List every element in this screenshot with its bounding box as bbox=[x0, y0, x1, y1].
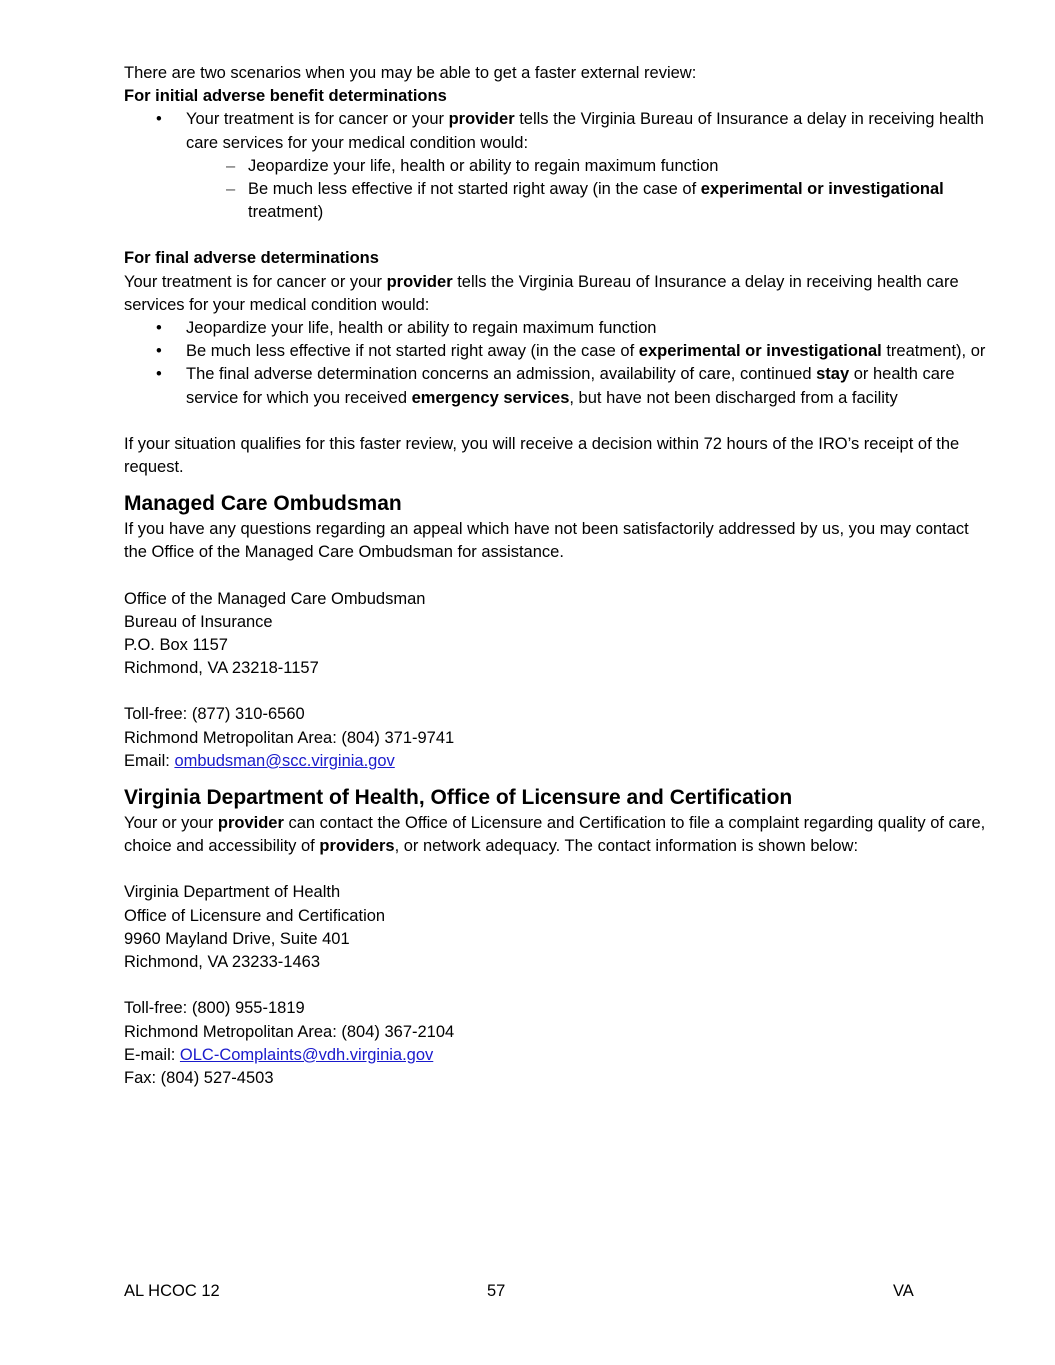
final-bullet-list bbox=[124, 317, 992, 410]
text-run: The final adverse determination concerns an admission, availability of care, continued bbox=[186, 365, 817, 384]
defined-term: emergency services bbox=[411, 388, 570, 407]
spacer bbox=[124, 410, 992, 433]
defined-term: stay bbox=[816, 365, 850, 384]
spacer bbox=[124, 224, 992, 247]
list-item bbox=[186, 178, 992, 224]
text-run: , or network adequacy. The contact information is shown below: bbox=[394, 837, 859, 856]
text-run: or health care service for which you received bbox=[186, 365, 955, 407]
vdh-fax: Fax: (804) 527-4503 bbox=[124, 1068, 274, 1087]
spacer bbox=[124, 858, 992, 881]
footer-state: VA bbox=[893, 1282, 914, 1300]
vdh-metro-phone: Richmond Metropolitan Area: (804) 367-2104 bbox=[124, 1022, 455, 1041]
spacer bbox=[124, 680, 992, 703]
spacer bbox=[124, 565, 992, 588]
text-run: tells the Virginia Bureau of Insurance a delay in receiving health care services for your medical condition would: bbox=[186, 110, 984, 152]
final-determinations-paragraph bbox=[124, 271, 992, 317]
email-label: E-mail: bbox=[124, 1045, 180, 1064]
ombudsman-email-link[interactable]: ombudsman@scc.virginia.gov bbox=[174, 751, 395, 770]
document-body bbox=[124, 62, 992, 1090]
footer-page-number: 57 bbox=[487, 1282, 506, 1300]
list-item bbox=[124, 108, 992, 224]
final-determinations-heading: For final adverse determinations bbox=[124, 249, 379, 268]
scenarios-intro: There are two scenarios when you may be able to get a faster external review: bbox=[124, 64, 697, 82]
text-run: Your treatment is for cancer or your bbox=[186, 110, 449, 129]
address-line: Bureau of Insurance bbox=[124, 612, 273, 631]
text-run: tells the Virginia Bureau of Insurance a delay in receiving health care services for your medical condition would: bbox=[124, 272, 959, 314]
text-run: Your or your bbox=[124, 814, 218, 833]
defined-term: experimental or investigational bbox=[638, 342, 882, 361]
defined-term: provider bbox=[217, 814, 284, 833]
list-item bbox=[124, 340, 992, 363]
address-line: Office of Licensure and Certification bbox=[124, 906, 386, 925]
vdh-email-link[interactable]: OLC-Complaints@vdh.virginia.gov bbox=[179, 1045, 434, 1064]
defined-term: providers bbox=[319, 837, 395, 856]
ombudsman-metro-phone: Richmond Metropolitan Area: (804) 371-9741 bbox=[124, 728, 455, 747]
ombudsman-email-line bbox=[124, 750, 992, 773]
address-line: Richmond, VA 23233-1463 bbox=[124, 953, 320, 972]
email-label: Email: bbox=[124, 751, 175, 770]
list-item: • Jeopardize your life, health or ability to regain maximum function bbox=[124, 317, 992, 340]
ombudsman-address bbox=[124, 588, 992, 681]
address-line: Virginia Department of Health bbox=[124, 883, 341, 902]
vdh-email-line bbox=[124, 1044, 992, 1067]
text-run: Be much less effective if not started right away (in the case of bbox=[186, 342, 639, 361]
vdh-address bbox=[124, 881, 992, 974]
ombudsman-intro: If you have any questions regarding an appeal which have not been satisfactorily addressed by us, you may contact the Office of the Managed Care Ombudsman for assistance. bbox=[124, 520, 969, 562]
address-line: Richmond, VA 23218-1157 bbox=[124, 659, 319, 678]
vdh-tollfree: Toll-free: (800) 955-1819 bbox=[124, 999, 305, 1018]
text-run: , but have not been discharged from a facility bbox=[569, 388, 898, 407]
spacer bbox=[124, 974, 992, 997]
ombudsman-heading: Managed Care Ombudsman bbox=[124, 492, 402, 516]
text-run: treatment) bbox=[248, 203, 324, 222]
defined-term: experimental or investigational bbox=[700, 180, 944, 199]
ombudsman-tollfree: Toll-free: (877) 310-6560 bbox=[124, 705, 305, 724]
list-item bbox=[124, 363, 992, 409]
defined-term: provider bbox=[386, 272, 453, 291]
address-line: 9960 Mayland Drive, Suite 401 bbox=[124, 929, 350, 948]
text-run: Your treatment is for cancer or your bbox=[124, 272, 387, 291]
list-item: – Jeopardize your life, health or ability to regain maximum function bbox=[186, 155, 992, 178]
text-run: can contact the Office of Licensure and Certification to file a complaint regarding quality of care, choice and accessibility of bbox=[124, 814, 986, 856]
address-line: P.O. Box 1157 bbox=[124, 636, 228, 655]
faster-review-paragraph: If your situation qualifies for this faster review, you will receive a decision within 72 hours of the IRO’s receipt of the request. bbox=[124, 434, 960, 477]
initial-determinations-heading: For initial adverse benefit determinations bbox=[124, 87, 447, 106]
defined-term: provider bbox=[448, 110, 515, 129]
text-run: treatment), or bbox=[881, 342, 986, 361]
initial-bullet-list bbox=[124, 108, 992, 224]
text-run: Be much less effective if not started right away (in the case of bbox=[248, 180, 701, 199]
initial-sub-list bbox=[186, 155, 992, 225]
address-line: Office of the Managed Care Ombudsman bbox=[124, 589, 426, 608]
vdh-heading: Virginia Department of Health, Office of Licensure and Certification bbox=[124, 786, 793, 810]
footer-doc-code: AL HCOC 12 bbox=[124, 1282, 220, 1300]
vdh-intro bbox=[124, 812, 992, 858]
